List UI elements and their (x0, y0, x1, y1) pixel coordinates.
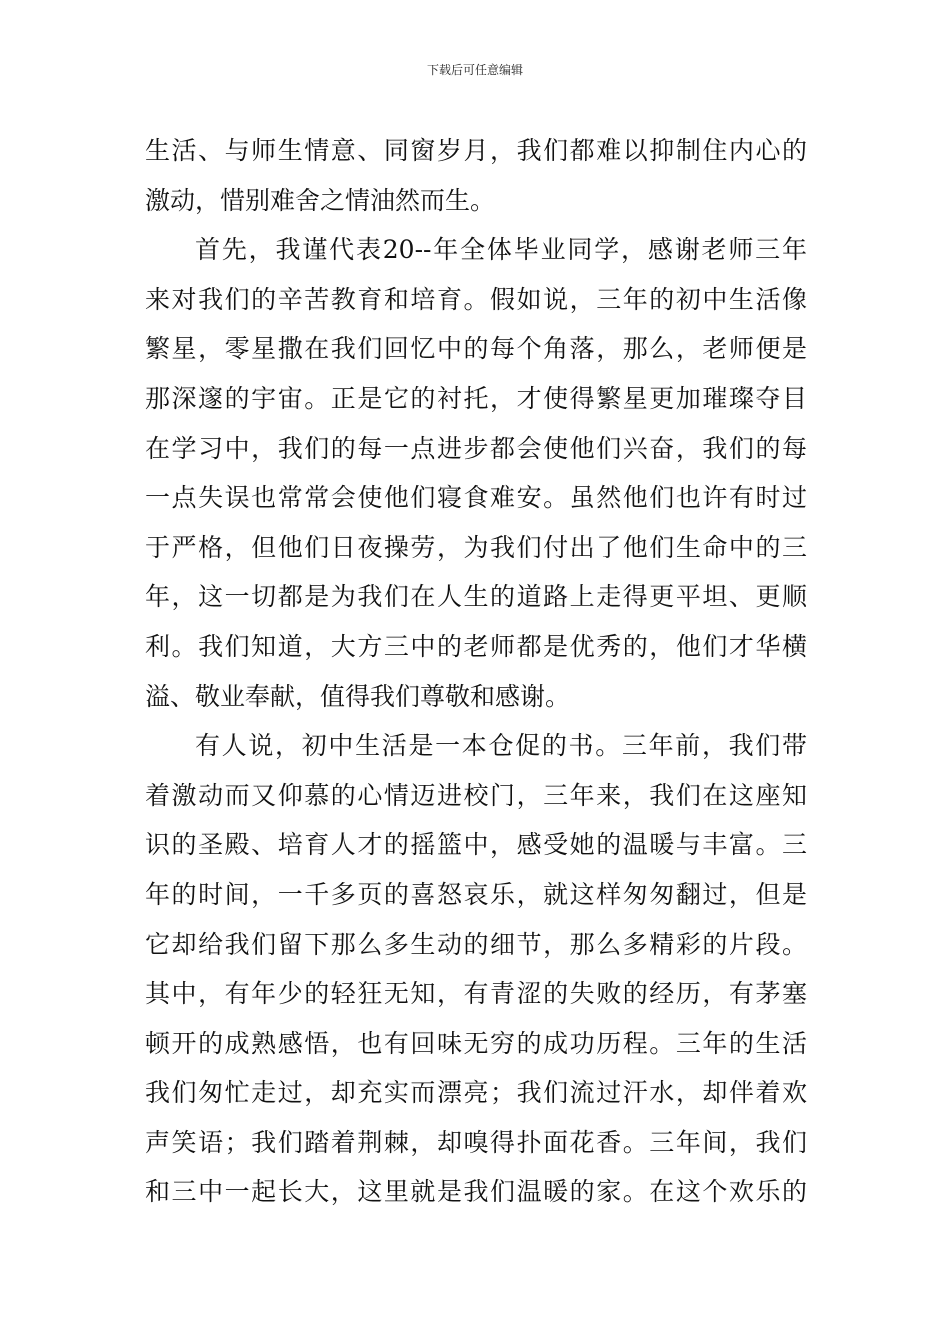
document-body (145, 126, 807, 1217)
text-line: 着激动而又仰慕的心情迈进校门，三年来，我们在这座知 (145, 780, 807, 810)
text-line: 首先，我谨代表20--年全体毕业同学，感谢老师三年 (195, 235, 807, 265)
text-line: 年，这一切都是为我们在人生的道路上走得更平坦、更顺 (145, 582, 807, 612)
text-line: 那深邃的宇宙。正是它的衬托，才使得繁星更加璀璨夺目 (145, 383, 807, 413)
text-line: 生活、与师生情意、同窗岁月，我们都难以抑制住内心的 (145, 136, 807, 165)
text-line: 识的圣殿、培育人才的摇篮中，感受她的温暖与丰富。三 (145, 830, 807, 860)
text-line: 和三中一起长大，这里就是我们温暖的家。在这个欢乐的 (145, 1177, 807, 1207)
text-line: 我们匆忙走过，却充实而漂亮；我们流过汗水，却伴着欢 (145, 1078, 807, 1108)
text-line: 繁星，零星撒在我们回忆中的每个角落，那么，老师便是 (145, 334, 807, 364)
text-line: 激动，惜别难舍之情油然而生。 (145, 185, 496, 215)
text-line: 来对我们的辛苦教育和培育。假如说，三年的初中生活像 (145, 284, 807, 314)
text-line: 顿开的成熟感悟，也有回味无穷的成功历程。三年的生活 (145, 1028, 807, 1058)
text-line: 利。我们知道，大方三中的老师都是优秀的，他们才华横 (145, 631, 807, 661)
text-line: 年的时间，一千多页的喜怒哀乐，就这样匆匆翻过，但是 (145, 879, 807, 909)
text-line: 声笑语；我们踏着荆棘，却嗅得扑面花香。三年间，我们 (145, 1127, 807, 1157)
text-line: 溢、敬业奉献，值得我们尊敬和感谢。 (145, 681, 571, 711)
text-line: 在学习中，我们的每一点进步都会使他们兴奋，我们的每 (145, 433, 807, 463)
text-line: 有人说，初中生活是一本仓促的书。三年前，我们带 (195, 731, 807, 761)
text-line: 一点失误也常常会使他们寝食难安。虽然他们也许有时过 (145, 483, 807, 513)
page-header: 下载后可任意编辑 (426, 63, 523, 77)
text-line: 于严格，但他们日夜操劳，为我们付出了他们生命中的三 (145, 532, 807, 562)
text-line: 其中，有年少的轻狂无知，有青涩的失败的经历，有茅塞 (145, 979, 807, 1009)
text-line: 它却给我们留下那么多生动的细节，那么多精彩的片段。 (145, 929, 807, 959)
